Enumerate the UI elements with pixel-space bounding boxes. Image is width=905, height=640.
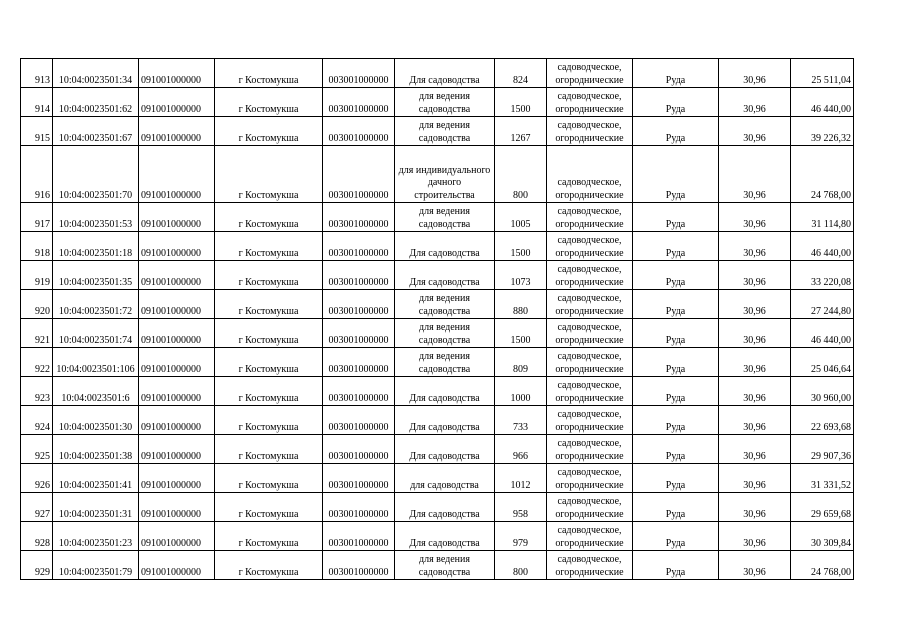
rate-cell: 30,96 [719,146,791,203]
city-cell: г Костомукша [215,377,323,406]
city-cell: г Костомукша [215,348,323,377]
city-cell: г Костомукша [215,435,323,464]
okato-code-cell: 091001000000 [139,551,215,580]
oktmo-code-cell: 003001000000 [323,146,395,203]
area-cell: 979 [495,522,547,551]
row-number-cell: 918 [21,232,53,261]
permitted-use-cell: для ведения садоводства [395,319,495,348]
okato-code-cell: 091001000000 [139,290,215,319]
table-row [21,464,854,493]
city-cell: г Костомукша [215,203,323,232]
category-cell: садоводческое, огороднические [547,290,633,319]
location-cell: Руда [633,117,719,146]
city-cell: г Костомукша [215,319,323,348]
okato-code-cell: 091001000000 [139,435,215,464]
area-cell: 1073 [495,261,547,290]
city-cell: г Костомукша [215,290,323,319]
location-cell: Руда [633,146,719,203]
cadastral-number-cell: 10:04:0023501:35 [53,261,139,290]
cadastral-value-cell: 31 331,52 [791,464,854,493]
okato-code-cell: 091001000000 [139,406,215,435]
area-cell: 1005 [495,203,547,232]
category-cell: садоводческое, огороднические [547,319,633,348]
cadastral-number-cell: 10:04:0023501:31 [53,493,139,522]
table-row [21,319,854,348]
location-cell: Руда [633,59,719,88]
row-number-cell: 928 [21,522,53,551]
cadastral-number-cell: 10:04:0023501:62 [53,88,139,117]
rate-cell: 30,96 [719,464,791,493]
city-cell: г Костомукша [215,88,323,117]
permitted-use-cell: Для садоводства [395,522,495,551]
category-cell: садоводческое, огороднические [547,203,633,232]
okato-code-cell: 091001000000 [139,464,215,493]
cadastral-value-cell: 39 226,32 [791,117,854,146]
cadastral-number-cell: 10:04:0023501:41 [53,464,139,493]
okato-code-cell: 091001000000 [139,146,215,203]
row-number-cell: 929 [21,551,53,580]
rate-cell: 30,96 [719,290,791,319]
location-cell: Руда [633,290,719,319]
table-row [21,261,854,290]
oktmo-code-cell: 003001000000 [323,464,395,493]
area-cell: 1267 [495,117,547,146]
area-cell: 824 [495,59,547,88]
permitted-use-cell: для ведения садоводства [395,290,495,319]
table-row [21,146,854,203]
category-cell: садоводческое, огороднические [547,232,633,261]
okato-code-cell: 091001000000 [139,232,215,261]
row-number-cell: 927 [21,493,53,522]
oktmo-code-cell: 003001000000 [323,522,395,551]
location-cell: Руда [633,232,719,261]
category-cell: садоводческое, огороднические [547,117,633,146]
cadastral-number-cell: 10:04:0023501:53 [53,203,139,232]
location-cell: Руда [633,319,719,348]
location-cell: Руда [633,551,719,580]
row-number-cell: 913 [21,59,53,88]
category-cell: садоводческое, огороднические [547,261,633,290]
table-row [21,493,854,522]
table-row [21,290,854,319]
row-number-cell: 916 [21,146,53,203]
cadastral-number-cell: 10:04:0023501:72 [53,290,139,319]
location-cell: Руда [633,203,719,232]
location-cell: Руда [633,435,719,464]
okato-code-cell: 091001000000 [139,348,215,377]
permitted-use-cell: Для садоводства [395,406,495,435]
city-cell: г Костомукша [215,59,323,88]
category-cell: садоводческое, огороднические [547,551,633,580]
permitted-use-cell: для ведения садоводства [395,88,495,117]
city-cell: г Костомукша [215,522,323,551]
table-row [21,522,854,551]
cadastral-value-cell: 27 244,80 [791,290,854,319]
category-cell: садоводческое, огороднические [547,406,633,435]
oktmo-code-cell: 003001000000 [323,59,395,88]
location-cell: Руда [633,261,719,290]
area-cell: 1000 [495,377,547,406]
permitted-use-cell: для ведения садоводства [395,117,495,146]
table-row [21,406,854,435]
cadastral-value-cell: 25 511,04 [791,59,854,88]
cadastral-number-cell: 10:04:0023501:38 [53,435,139,464]
category-cell: садоводческое, огороднические [547,348,633,377]
cadastral-value-cell: 30 309,84 [791,522,854,551]
area-cell: 800 [495,146,547,203]
permitted-use-cell: Для садоводства [395,232,495,261]
city-cell: г Костомукша [215,232,323,261]
category-cell: садоводческое, огороднические [547,146,633,203]
cadastral-number-cell: 10:04:0023501:70 [53,146,139,203]
cadastral-value-cell: 22 693,68 [791,406,854,435]
area-cell: 1500 [495,232,547,261]
rate-cell: 30,96 [719,406,791,435]
oktmo-code-cell: 003001000000 [323,261,395,290]
rate-cell: 30,96 [719,377,791,406]
table-row [21,88,854,117]
table-row [21,551,854,580]
rate-cell: 30,96 [719,261,791,290]
city-cell: г Костомукша [215,464,323,493]
row-number-cell: 924 [21,406,53,435]
okato-code-cell: 091001000000 [139,377,215,406]
location-cell: Руда [633,88,719,117]
rate-cell: 30,96 [719,232,791,261]
rate-cell: 30,96 [719,493,791,522]
table-row [21,377,854,406]
area-cell: 800 [495,551,547,580]
rate-cell: 30,96 [719,117,791,146]
cadastral-number-cell: 10:04:0023501:79 [53,551,139,580]
oktmo-code-cell: 003001000000 [323,551,395,580]
cadastral-number-cell: 10:04:0023501:74 [53,319,139,348]
okato-code-cell: 091001000000 [139,203,215,232]
area-cell: 958 [495,493,547,522]
area-cell: 1012 [495,464,547,493]
category-cell: садоводческое, огороднические [547,522,633,551]
table-row [21,59,854,88]
permitted-use-cell: для ведения садоводства [395,203,495,232]
cadastral-number-cell: 10:04:0023501:23 [53,522,139,551]
oktmo-code-cell: 003001000000 [323,435,395,464]
land-plots-table [20,58,854,580]
row-number-cell: 922 [21,348,53,377]
oktmo-code-cell: 003001000000 [323,348,395,377]
row-number-cell: 914 [21,88,53,117]
area-cell: 880 [495,290,547,319]
oktmo-code-cell: 003001000000 [323,406,395,435]
okato-code-cell: 091001000000 [139,319,215,348]
row-number-cell: 915 [21,117,53,146]
city-cell: г Костомукша [215,117,323,146]
cadastral-value-cell: 33 220,08 [791,261,854,290]
okato-code-cell: 091001000000 [139,117,215,146]
permitted-use-cell: для ведения садоводства [395,348,495,377]
rate-cell: 30,96 [719,319,791,348]
row-number-cell: 919 [21,261,53,290]
row-number-cell: 925 [21,435,53,464]
permitted-use-cell: для индивидуального дачного строительства [395,146,495,203]
cadastral-value-cell: 29 907,36 [791,435,854,464]
cadastral-number-cell: 10:04:0023501:34 [53,59,139,88]
city-cell: г Костомукша [215,146,323,203]
rate-cell: 30,96 [719,551,791,580]
area-cell: 966 [495,435,547,464]
cadastral-value-cell: 46 440,00 [791,88,854,117]
row-number-cell: 921 [21,319,53,348]
rate-cell: 30,96 [719,522,791,551]
row-number-cell: 923 [21,377,53,406]
oktmo-code-cell: 003001000000 [323,232,395,261]
rate-cell: 30,96 [719,59,791,88]
permitted-use-cell: Для садоводства [395,435,495,464]
category-cell: садоводческое, огороднические [547,464,633,493]
table-row [21,232,854,261]
cadastral-number-cell: 10:04:0023501:18 [53,232,139,261]
area-cell: 733 [495,406,547,435]
oktmo-code-cell: 003001000000 [323,377,395,406]
oktmo-code-cell: 003001000000 [323,117,395,146]
cadastral-value-cell: 25 046,64 [791,348,854,377]
area-cell: 1500 [495,88,547,117]
permitted-use-cell: для ведения садоводства [395,551,495,580]
cadastral-value-cell: 31 114,80 [791,203,854,232]
oktmo-code-cell: 003001000000 [323,493,395,522]
cadastral-number-cell: 10:04:0023501:67 [53,117,139,146]
category-cell: садоводческое, огороднические [547,377,633,406]
permitted-use-cell: Для садоводства [395,377,495,406]
row-number-cell: 917 [21,203,53,232]
oktmo-code-cell: 003001000000 [323,88,395,117]
oktmo-code-cell: 003001000000 [323,290,395,319]
location-cell: Руда [633,522,719,551]
location-cell: Руда [633,377,719,406]
row-number-cell: 920 [21,290,53,319]
area-cell: 809 [495,348,547,377]
city-cell: г Костомукша [215,493,323,522]
oktmo-code-cell: 003001000000 [323,203,395,232]
cadastral-number-cell: 10:04:0023501:106 [53,348,139,377]
city-cell: г Костомукша [215,406,323,435]
okato-code-cell: 091001000000 [139,59,215,88]
table-row [21,117,854,146]
location-cell: Руда [633,493,719,522]
cadastral-value-cell: 46 440,00 [791,232,854,261]
rate-cell: 30,96 [719,203,791,232]
rate-cell: 30,96 [719,435,791,464]
permitted-use-cell: Для садоводства [395,493,495,522]
okato-code-cell: 091001000000 [139,88,215,117]
cadastral-value-cell: 29 659,68 [791,493,854,522]
category-cell: садоводческое, огороднические [547,435,633,464]
location-cell: Руда [633,406,719,435]
cadastral-value-cell: 24 768,00 [791,551,854,580]
rate-cell: 30,96 [719,88,791,117]
table-row [21,435,854,464]
row-number-cell: 926 [21,464,53,493]
permitted-use-cell: Для садоводства [395,261,495,290]
okato-code-cell: 091001000000 [139,522,215,551]
permitted-use-cell: Для садоводства [395,59,495,88]
category-cell: садоводческое, огороднические [547,59,633,88]
city-cell: г Костомукша [215,261,323,290]
category-cell: садоводческое, огороднические [547,493,633,522]
area-cell: 1500 [495,319,547,348]
cadastral-value-cell: 24 768,00 [791,146,854,203]
location-cell: Руда [633,348,719,377]
cadastral-value-cell: 30 960,00 [791,377,854,406]
cadastral-value-cell: 46 440,00 [791,319,854,348]
okato-code-cell: 091001000000 [139,493,215,522]
rate-cell: 30,96 [719,348,791,377]
cadastral-number-cell: 10:04:0023501:6 [53,377,139,406]
permitted-use-cell: для садоводства [395,464,495,493]
cadastral-number-cell: 10:04:0023501:30 [53,406,139,435]
oktmo-code-cell: 003001000000 [323,319,395,348]
category-cell: садоводческое, огороднические [547,88,633,117]
city-cell: г Костомукша [215,551,323,580]
table-row [21,203,854,232]
table-row [21,348,854,377]
okato-code-cell: 091001000000 [139,261,215,290]
location-cell: Руда [633,464,719,493]
table-body [21,59,854,580]
